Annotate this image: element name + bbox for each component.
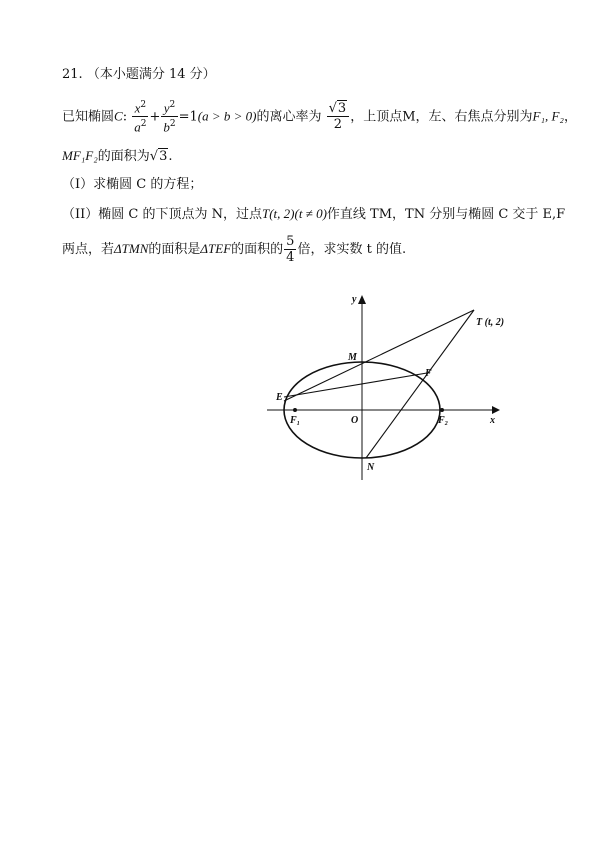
triangle-tef: ΔTEF xyxy=(200,241,232,256)
eccentricity-fraction: $\frac{√3}{2}$ xyxy=(327,101,350,132)
ratio-fraction: $\frac{5}{4}$ xyxy=(286,234,295,265)
triangle-mf1f2: MF₁F₂ xyxy=(62,148,98,163)
part-two-f: 倍，求实数 t 的值. xyxy=(297,242,407,257)
point-t-label: T (t, 2) xyxy=(476,317,505,328)
point-t: T(t, 2) xyxy=(262,206,295,221)
area-value: 3 xyxy=(159,149,168,164)
point-e-label: E xyxy=(276,392,283,403)
x-axis-label: x xyxy=(490,415,495,426)
problem-number: 21. xyxy=(62,67,83,82)
focus-f1-label: F₁ xyxy=(290,415,301,426)
line-tm xyxy=(284,310,474,401)
line-tn xyxy=(366,310,474,458)
focus-f2-label: F₂ xyxy=(438,415,449,426)
point-n-label: N xyxy=(367,462,375,473)
part-two-c: 两点，若 xyxy=(62,242,115,257)
part-two-d: 的面积是 xyxy=(148,242,201,257)
vertex-text: ，上顶点M，左、右焦点分别为 xyxy=(350,109,533,125)
part-two-e: 的面积的 xyxy=(231,242,284,257)
ellipse-condition: (a > b > 0) xyxy=(197,108,257,124)
area-text: 的面积为 xyxy=(97,149,150,164)
foci-label: F₁, F₂ xyxy=(532,108,564,124)
y-axis-arrow-icon xyxy=(358,295,366,304)
focus-f1-point xyxy=(293,408,297,412)
part-one: （I）求椭圆 C 的方程； xyxy=(62,177,203,192)
eccentricity-text: 的离心率为 xyxy=(256,109,322,125)
part-two-line2 xyxy=(62,234,406,265)
part-two-line1 xyxy=(62,204,565,225)
ellipse-name: C xyxy=(114,108,123,124)
part-two-a: （II）椭圆 C 的下顶点为 N，过点 xyxy=(62,207,262,222)
point-f-label: F xyxy=(425,368,432,379)
ellipse-figure xyxy=(262,290,512,490)
focus-f2-point xyxy=(440,408,444,412)
point-m-label: M xyxy=(348,352,357,363)
problem-header xyxy=(62,65,216,85)
triangle-tmn: ΔTMN xyxy=(114,241,149,256)
given-line: 已知椭圆C: $\frac{x^2}{a^2}$ + $\frac{y^2}{b^2}$ =1(a > b > 0)的离心率为 $\frac{√3}{2}$ ，上顶点M，左、右焦点分别为F₁, F₂， xyxy=(62,100,577,135)
x-over-a-fraction: $\frac{x^2}{a^2}$ xyxy=(134,100,147,135)
y-axis-label: y xyxy=(352,294,357,305)
given-prefix: 已知椭圆 xyxy=(62,109,115,125)
part-two-b: 作直线 TM，TN 分别与椭圆 C 交于 E,F xyxy=(326,207,566,222)
score-note: （本小题满分 14 分） xyxy=(86,67,216,82)
area-line: MF₁F₂的面积为√3. xyxy=(62,148,173,164)
y-over-b-fraction: $\frac{y^2}{b^2}$ xyxy=(163,100,176,135)
x-axis-arrow-icon xyxy=(492,406,500,414)
origin-label: O xyxy=(351,415,359,426)
t-condition: (t ≠ 0) xyxy=(294,206,327,221)
